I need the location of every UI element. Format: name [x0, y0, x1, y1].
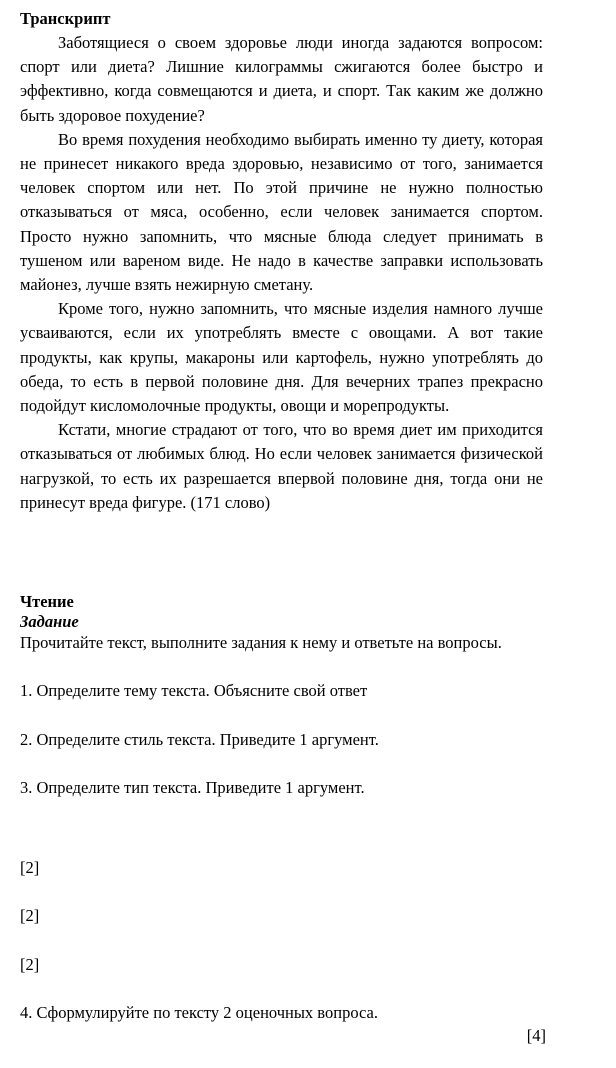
score-mark-4: [4]: [526, 1026, 546, 1045]
score-mark: [2]: [20, 955, 40, 974]
transcript-text: [20, 31, 543, 515]
question-3: 3. Определите тип текста. Приведите 1 аргумент.: [20, 778, 365, 797]
reading-heading: Чтение: [20, 592, 74, 611]
transcript-paragraph: Заботящиеся о своем здоровье люди иногда задаются вопросом: спорт или диета? Лишние килограммы сжигаются более быстро и эффективно, когда совмещаются и диета, и спорт. Так каким же должно быть здоровое похудение?: [20, 33, 543, 125]
task-instruction: Прочитайте текст, выполните задания к нему и ответьте на вопросы.: [20, 633, 502, 652]
task-label: Задание: [20, 612, 79, 631]
transcript-heading: Транскрипт: [20, 9, 111, 28]
question-2: 2. Определите стиль текста. Приведите 1 аргумент.: [20, 730, 379, 749]
transcript-paragraph: Во время похудения необходимо выбирать именно ту диету, которая не принесет никакого вреда здоровью, независимо от того, занимается человек спортом или нет. По этой причине не нужно полностью отказываться от мяса, особенно, если человек занимается спортом. Просто нужно запомнить, что мясные блюда следует принимать в тушеном или вареном виде. Не надо в качестве заправки использовать майонез, лучше взять нежирную сметану.: [20, 129, 543, 295]
score-mark: [2]: [20, 858, 40, 877]
score-mark: [2]: [20, 906, 40, 925]
transcript-paragraph: Кстати, многие страдают от того, что во время диет им приходится отказываться от любимых блюд. Но если человек занимается физической нагрузкой, то есть их разрешается впервой половине дня, тогда они не принесут вреда фигуре. (171 слово): [20, 420, 543, 512]
question-4: 4. Сформулируйте по тексту 2 оценочных вопроса.: [20, 1003, 378, 1022]
question-1: 1. Определите тему текста. Объясните свой ответ: [20, 681, 368, 700]
transcript-paragraph: Кроме того, нужно запомнить, что мясные изделия намного лучше усваиваются, если их употреблять вместе с овощами. А вот такие продукты, как крупы, макароны или картофель, нужно употреблять до обеда, то есть в первой половине дня. Для вечерних трапез прекрасно подойдут кисломолочные продукты, овощи и морепродукты.: [20, 299, 543, 416]
